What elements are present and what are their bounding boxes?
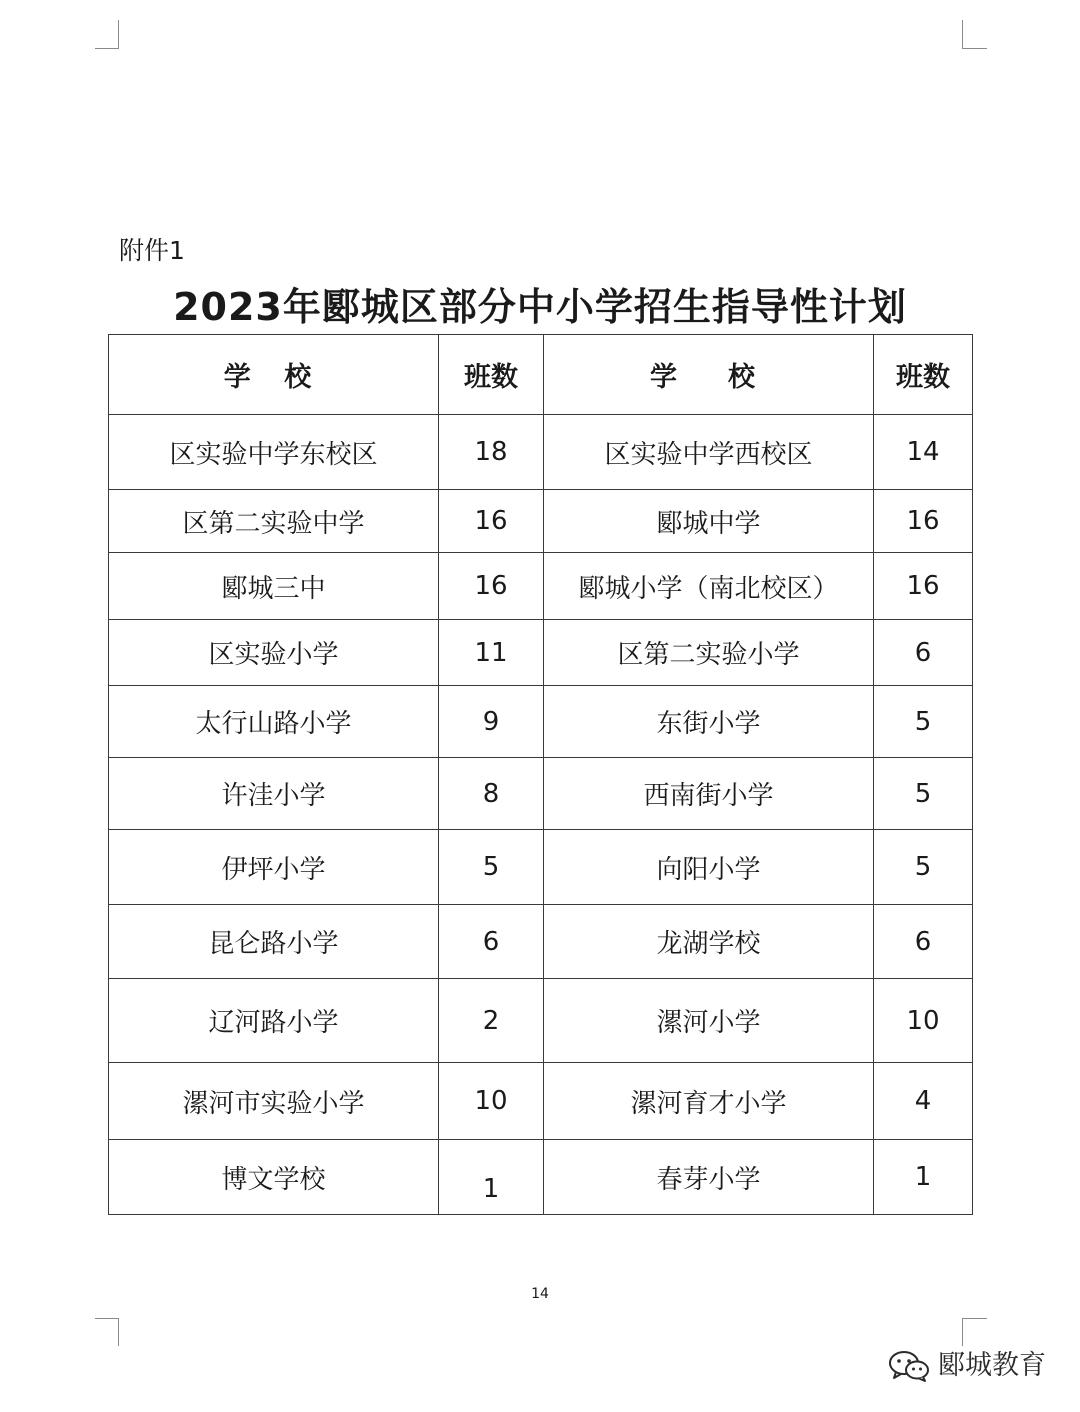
class-count-cell: 5	[874, 758, 973, 830]
table-row	[109, 1140, 973, 1215]
table-row	[109, 979, 973, 1063]
class-count-cell: 16	[874, 490, 973, 553]
class-count-cell: 2	[439, 979, 544, 1063]
attachment-label: 附件1	[119, 236, 185, 265]
table-header-row	[109, 335, 973, 415]
school-name-cell: 龙湖学校	[544, 905, 874, 979]
school-name-cell: 伊坪小学	[109, 830, 439, 905]
school-name-cell: 昆仑路小学	[109, 905, 439, 979]
class-count-cell: 4	[874, 1063, 973, 1140]
class-count-cell: 10	[874, 979, 973, 1063]
class-count-cell: 9	[439, 686, 544, 758]
school-name-cell: 漯河市实验小学	[109, 1063, 439, 1140]
class-count-cell: 6	[874, 905, 973, 979]
school-name-cell: 区实验中学东校区	[109, 415, 439, 490]
class-count-cell: 6	[874, 620, 973, 686]
class-count-cell: 8	[439, 758, 544, 830]
table-row	[109, 490, 973, 553]
class-count-cell: 10	[439, 1063, 544, 1140]
header-school-left: 学 校	[109, 335, 439, 415]
class-count-cell: 16	[874, 553, 973, 620]
wechat-icon	[888, 1349, 930, 1383]
class-count-cell: 16	[439, 553, 544, 620]
crop-mark-top-left	[95, 20, 119, 49]
table-row	[109, 905, 973, 979]
header-school-right: 学 校	[544, 335, 874, 415]
class-count-cell: 16	[439, 490, 544, 553]
table-row	[109, 686, 973, 758]
school-name-cell: 博文学校	[109, 1140, 439, 1215]
school-name-cell: 郾城小学（南北校区）	[544, 553, 874, 620]
class-count-cell: 14	[874, 415, 973, 490]
watermark-text: 郾城教育	[938, 1350, 1046, 1381]
school-name-cell: 西南街小学	[544, 758, 874, 830]
school-name-cell: 区实验中学西校区	[544, 415, 874, 490]
crop-mark-bottom-right	[962, 1318, 987, 1346]
class-count-cell: 1	[874, 1140, 973, 1215]
crop-mark-top-right	[962, 20, 987, 49]
class-count-cell: 5	[874, 830, 973, 905]
class-count-cell: 11	[439, 620, 544, 686]
school-name-cell: 许洼小学	[109, 758, 439, 830]
table-row	[109, 830, 973, 905]
school-name-cell: 郾城三中	[109, 553, 439, 620]
table-row	[109, 415, 973, 490]
class-count-cell: 5	[439, 830, 544, 905]
class-count-cell: 6	[439, 905, 544, 979]
table-row	[109, 1063, 973, 1140]
school-name-cell: 区实验小学	[109, 620, 439, 686]
school-name-cell: 辽河路小学	[109, 979, 439, 1063]
school-name-cell: 漯河小学	[544, 979, 874, 1063]
school-name-cell: 太行山路小学	[109, 686, 439, 758]
header-classes-right: 班数	[874, 335, 973, 415]
table-row	[109, 758, 973, 830]
school-name-cell: 东街小学	[544, 686, 874, 758]
school-name-cell: 区第二实验小学	[544, 620, 874, 686]
class-count-cell: 5	[874, 686, 973, 758]
class-count-cell: 18	[439, 415, 544, 490]
school-name-cell: 漯河育才小学	[544, 1063, 874, 1140]
table-row	[109, 620, 973, 686]
school-name-cell: 春芽小学	[544, 1140, 874, 1215]
school-name-cell: 向阳小学	[544, 830, 874, 905]
crop-mark-bottom-left	[95, 1318, 119, 1346]
document-title: 2023年郾城区部分中小学招生指导性计划	[173, 285, 907, 329]
class-count-cell: 1	[439, 1140, 544, 1215]
school-name-cell: 区第二实验中学	[109, 490, 439, 553]
school-name-cell: 郾城中学	[544, 490, 874, 553]
enrollment-plan-table	[108, 334, 973, 1215]
watermark	[888, 1346, 1046, 1386]
page-number: 14	[531, 1286, 549, 1302]
header-classes-left: 班数	[439, 335, 544, 415]
table-row	[109, 553, 973, 620]
